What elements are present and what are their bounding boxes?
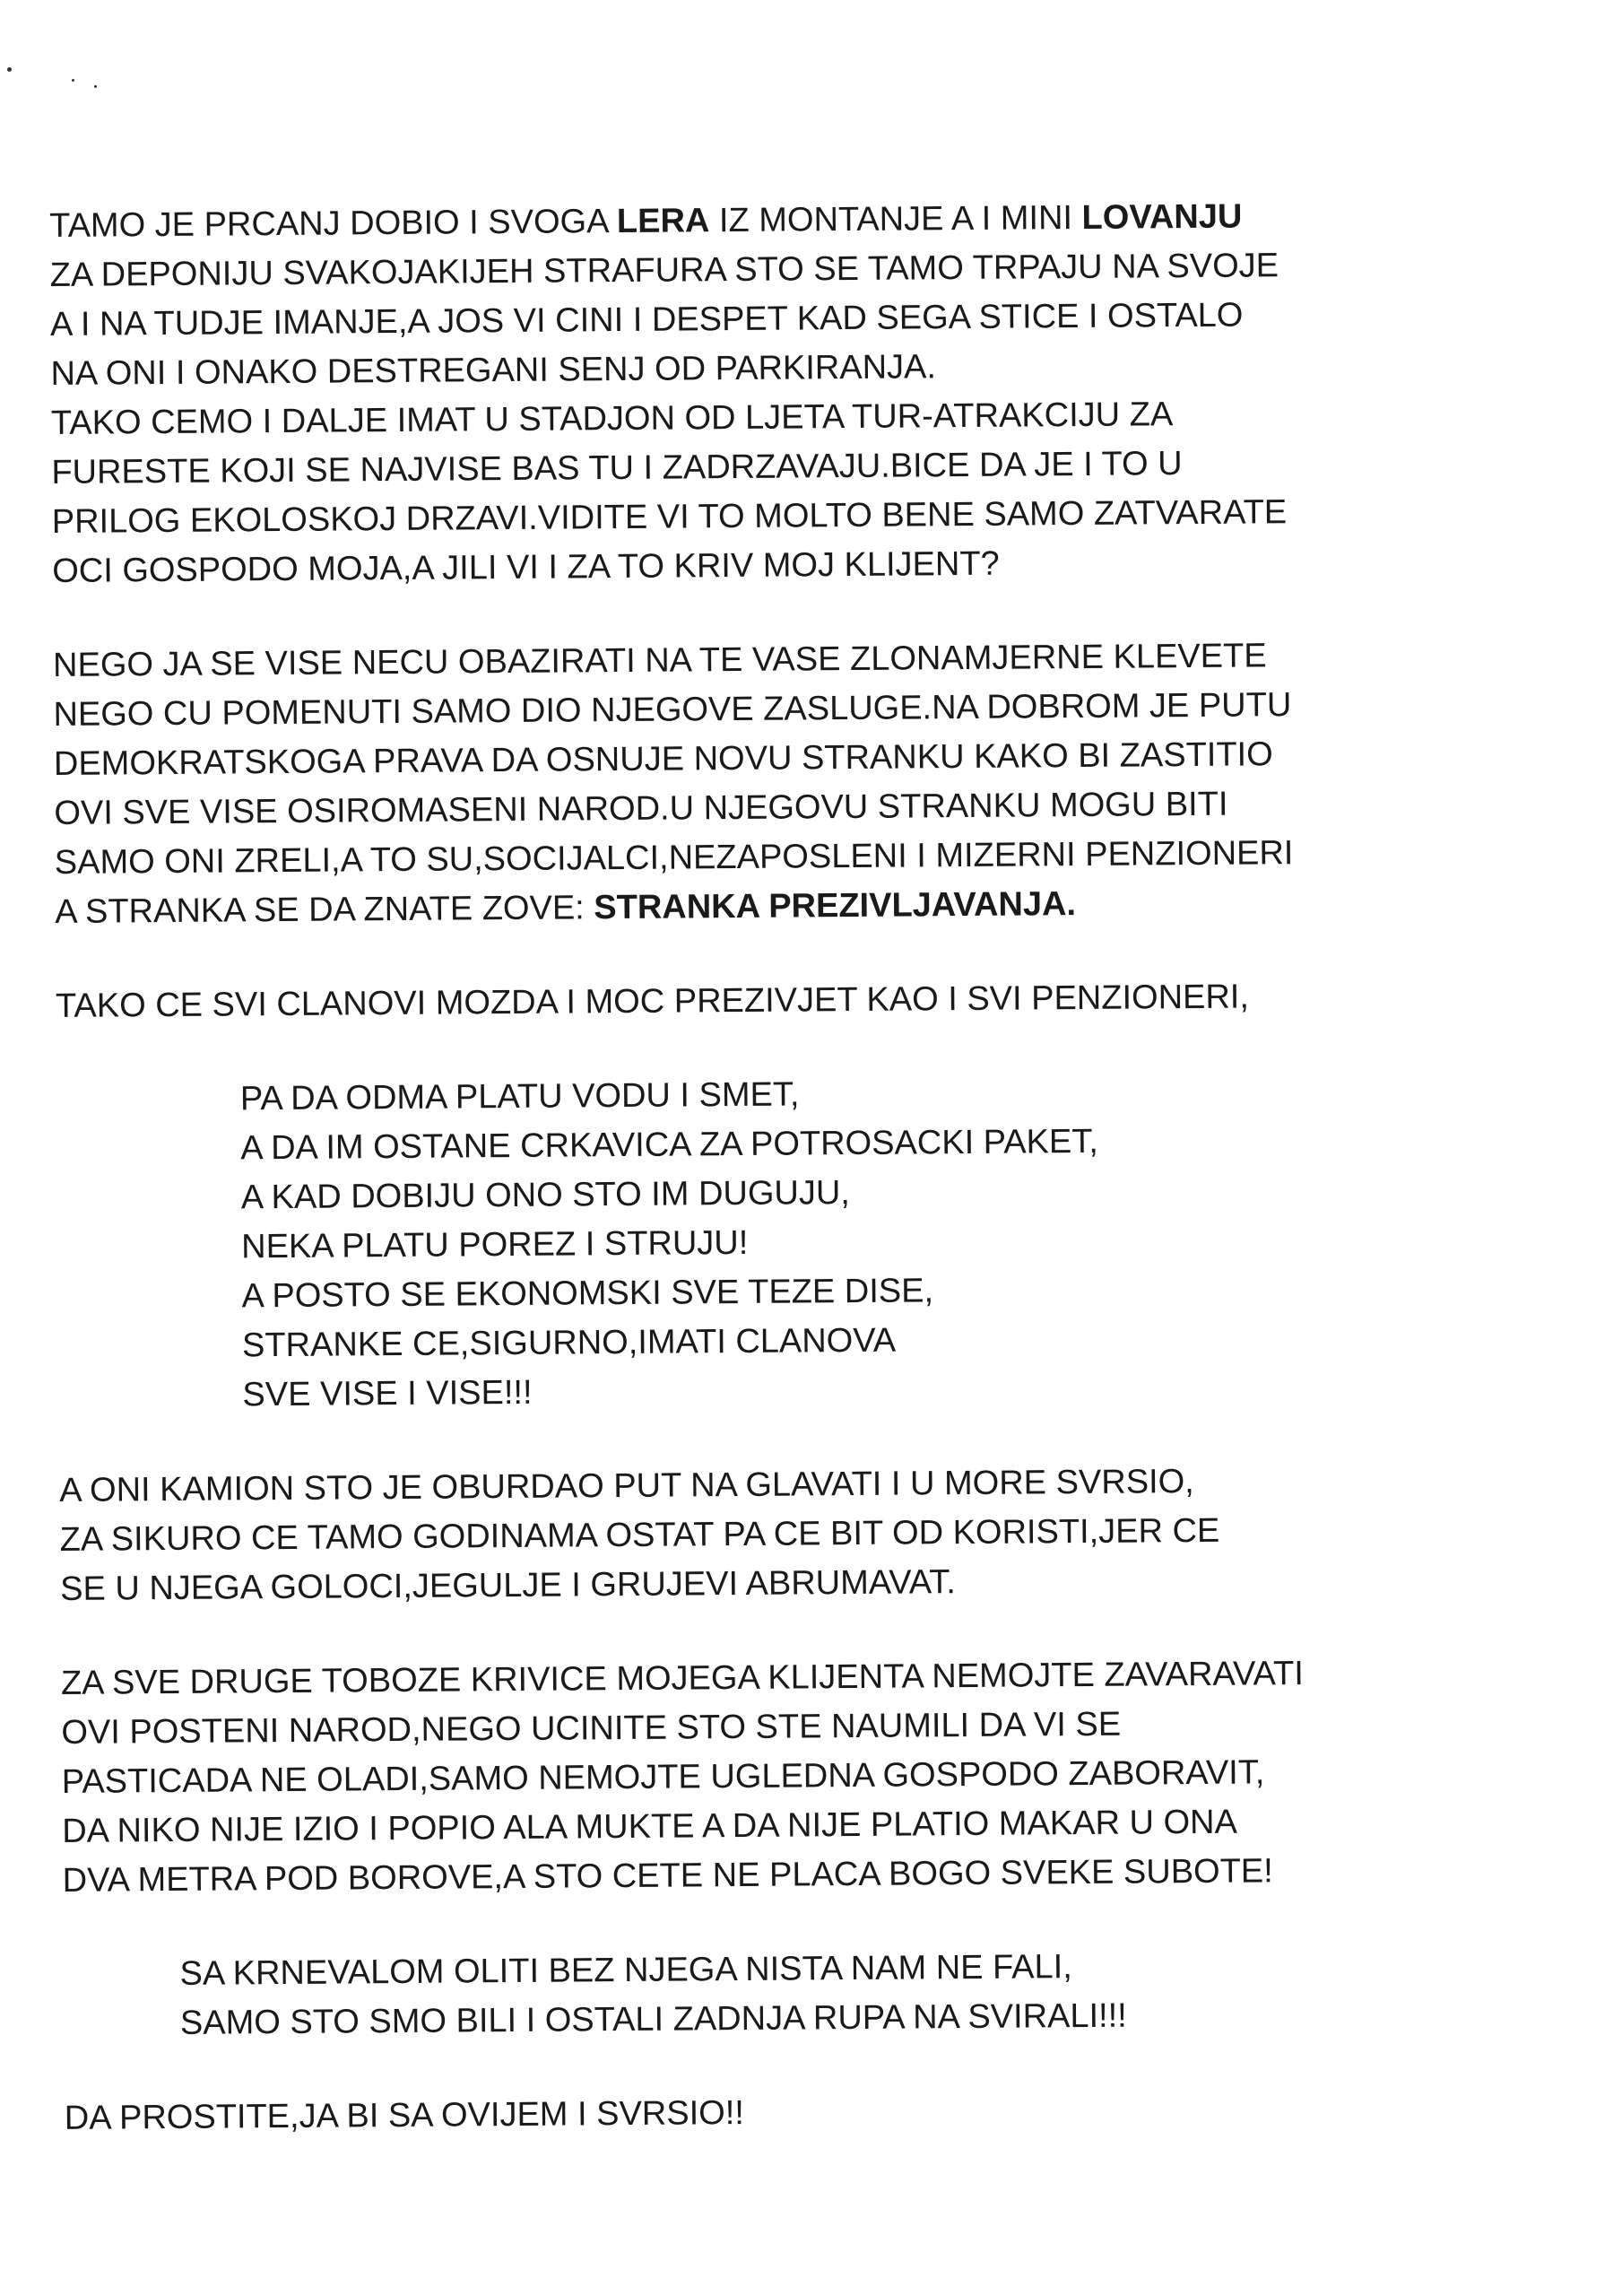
verse-line: NEKA PLATU POREZ I STRUJU! [240, 1223, 749, 1266]
bold-name: LOVANJU [1081, 197, 1243, 237]
verse-block [56, 1065, 1494, 1422]
letter-body [49, 190, 1499, 2143]
verse-line: A KAD DOBIJU ONO STO IM DUGUJU, [240, 1174, 851, 1217]
verse-line: STRANKE CE,SIGURNO,IMATI CLANOVA [241, 1321, 897, 1365]
text-line: DA NIKO NIJE IZIO I POPIO ALA MUKTE A DA NIJE PLATIO MAKAR U ONA [62, 1803, 1238, 1850]
closing-couplet [63, 1939, 1498, 2049]
text-line: NEGO JA SE VISE NECU OBAZIRATI NA TE VASE ZLONAMJERNE KLEVETE [52, 637, 1267, 684]
paragraph-2 [53, 630, 1490, 937]
text-line: SAMO ONI ZRELI,A TO SU,SOCIJALCI,NEZAPOSLENI I MIZERNI PENZIONERI [54, 834, 1294, 882]
text: IZ MONTANJE A I MINI [709, 198, 1082, 240]
text-line: A ONI KAMION STO JE OBURDAO PUT NA GLAVATI I U MORE SVRSIO, [59, 1463, 1194, 1509]
text-line: ZA SIKURO CE TAMO GODINAMA OSTAT PA CE BIT OD KORISTI,JER CE [59, 1511, 1220, 1559]
text-line: DA PROSTITE,JA BI SA OVIJEM I SVRSIO!! [64, 2093, 745, 2137]
final-line [65, 2083, 1499, 2144]
bold-name: LERA [616, 202, 710, 241]
text-line: NEGO CU POMENUTI SAMO DIO NJEGOVE ZASLUGE.NA DOBROM JE PUTU [53, 686, 1292, 734]
text-line: ZA SVE DRUGE TOBOZE KRIVICE MOJEGA KLIJENTA NEMOJTE ZAVARAVATI [60, 1655, 1304, 1702]
text-line: TAKO CE SVI CLANOVI MOZDA I MOC PREZIVJET KAO I SVI PENZIONERI, [55, 978, 1250, 1025]
scan-speck [7, 67, 12, 72]
text-line: DEMOKRATSKOGA PRAVA DA OSNUJE NOVU STRANKU KAKO BI ZASTITIO [53, 735, 1273, 783]
text-line: OCI GOSPODO MOJA,A JILI VI I ZA TO KRIV MOJ KLIJENT? [52, 544, 1000, 590]
text: A STRANKA SE DA ZNATE ZOVE: [55, 889, 594, 931]
scan-speck [72, 79, 74, 82]
text-line: SA KRNEVALOM OLITI BEZ NJEGA NISTA NAM NE FALI, [179, 1948, 1072, 1993]
text-line: SAMO STO SMO BILI I OSTALI ZADNJA RUPA NA SVIRALI!!! [179, 1996, 1127, 2042]
text-line: SE U NJEGA GOLOCI,JEGULJE I GRUJEVI ABRUMAVAT. [59, 1563, 957, 1608]
text-line: ZA DEPONIJU SVAKOJAKIJEH STRAFURA STO SE TAMO TRPAJU NA SVOJE [49, 247, 1279, 294]
scan-speck [94, 85, 97, 88]
text-line: A I NA TUDJE IMANJE,A JOS VI CINI I DESPET KAD SEGA STICE I OSTALO [49, 296, 1244, 344]
text-line: OVI POSTENI NAROD,NEGO UCINITE STO STE NAUMILI DA VI SE [61, 1705, 1122, 1752]
text: TAMO JE PRCANJ DOBIO I SVOGA [49, 203, 618, 245]
verse-line: A POSTO SE EKONOMSKI SVE TEZE DISE, [241, 1272, 934, 1316]
text-line: NA ONI I ONAKO DESTREGANI SENJ OD PARKIRANJA. [50, 348, 937, 393]
text-line: FURESTE KOJI SE NAJVISE BAS TU I ZADRZAVAJU.BICE DA JE I TO U [51, 445, 1183, 491]
text-line: DVA METRA POD BOROVE,A STO CETE NE PLACA BOGO SVEKE SUBOTE! [62, 1852, 1273, 1900]
paragraph-4 [59, 1455, 1495, 1614]
text-line: TAKO CEMO I DALJE IMAT U STADJON OD LJETA TUR-ATRAKCIJU ZA [50, 396, 1174, 442]
paragraph-5 [61, 1648, 1497, 1906]
verse-line: SVE VISE I VISE!!! [242, 1373, 533, 1414]
text-line: PASTICADA NE OLADI,SAMO NEMOJTE UGLEDNA GOSPODO ZABORAVIT, [61, 1753, 1265, 1801]
party-name: STRANKA PREZIVLJAVANJA. [594, 885, 1077, 927]
text-line: OVI SVE VISE OSIROMASENI NAROD.U NJEGOVU STRANKU MOGU BITI [54, 785, 1228, 832]
verse-line: A DA IM OSTANE CRKAVICA ZA POTROSACKI PAKET, [240, 1122, 1099, 1168]
verse-line: PA DA ODMA PLATU VODU I SMET, [239, 1075, 800, 1118]
text-line: PRILOG EKOLOSKOJ DRZAVI.VIDITE VI TO MOLTO BENE SAMO ZATVARATE [51, 493, 1288, 541]
paragraph-1 [49, 190, 1487, 596]
